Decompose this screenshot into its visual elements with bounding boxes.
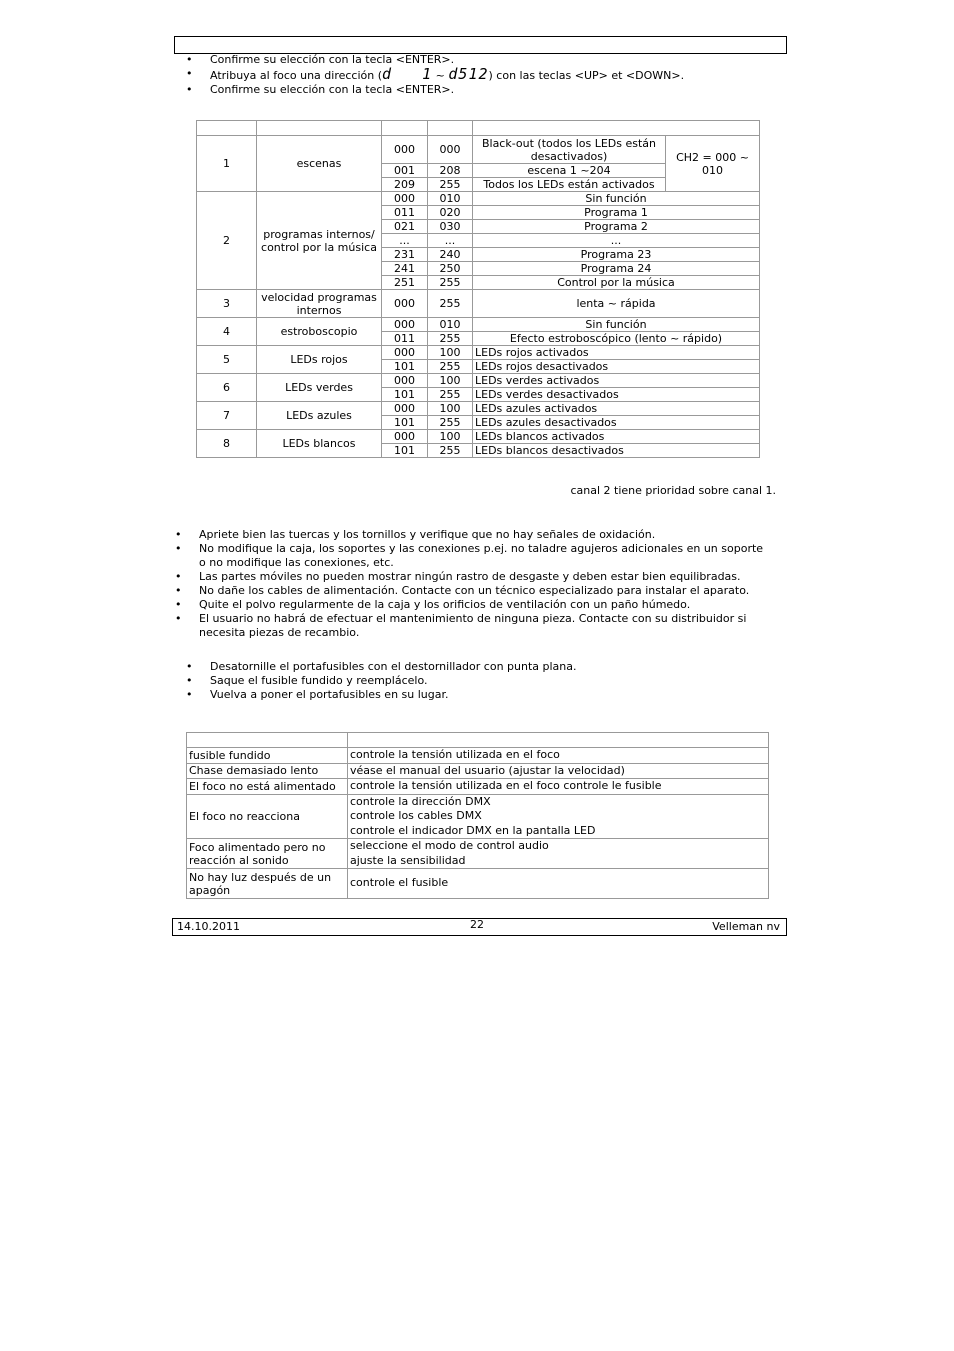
page-header-box [174,36,787,54]
table-row [187,748,769,764]
range-from-cell: 231 [382,248,428,262]
description-cell: LEDs verdes activados [473,374,760,388]
description-cell: Programa 1 [473,206,760,220]
range-to-cell: 000 [428,136,473,164]
range-from-cell: 101 [382,388,428,402]
problem-cell: No hay luz después de un apagón [187,869,348,899]
table-cell [382,121,428,136]
range-to-cell: 255 [428,178,473,192]
range-from-cell: 000 [382,402,428,416]
description-cell: LEDs rojos activados [473,346,760,360]
range-from-cell: 101 [382,360,428,374]
range-from-cell: 000 [382,374,428,388]
description-cell: escena 1 ~204 [473,164,666,178]
description-cell: ... [473,234,760,248]
solution-line: seleccione el modo de control audio [350,839,549,852]
range-to-cell: 100 [428,374,473,388]
table-row [187,763,769,779]
range-from-cell: ... [382,234,428,248]
range-to-cell: 255 [428,290,473,318]
table-cell [187,733,348,748]
list-item: • Quite el polvo regularmente de la caja y los orificios de ventilación con un paño húmedo. [175,598,765,612]
table-row [187,779,769,795]
fuse-replacement-list [186,660,776,702]
range-from-cell: 000 [382,136,428,164]
range-from-cell: 101 [382,416,428,430]
table-row [197,346,760,360]
lcd-address-start: d 1 [382,65,433,83]
table-row [187,839,769,869]
function-cell: LEDs verdes [257,374,382,402]
solution-line: ajuste la sensibilidad [350,853,466,867]
page-footer [172,918,787,936]
range-to-cell: 255 [428,332,473,346]
range-to-cell: 250 [428,262,473,276]
channel-number-cell: 3 [197,290,257,318]
solution-line: controle los cables DMX [350,809,482,822]
solution-cell [348,794,769,839]
footer-page-number: 22 [470,918,484,931]
problem-cell: Foco alimentado pero no reacción al sonido [187,839,348,869]
range-from-cell: 011 [382,206,428,220]
range-from-cell: 209 [382,178,428,192]
list-item: • El usuario no habrá de efectuar el mantenimiento de ninguna pieza. Contacte con su distribuidor si necesita piezas de recambio. [175,612,765,640]
address-steps-list [186,53,786,97]
description-cell: LEDs azules activados [473,402,760,416]
table-cell [348,733,769,748]
solution-cell [348,763,769,779]
solution-cell [348,779,769,795]
solution-cell [348,748,769,764]
range-from-cell: 000 [382,290,428,318]
solution-line: controle la tensión utilizada en el foco controle le fusible [350,779,662,792]
table-row [197,290,760,318]
channel-number-cell: 8 [197,430,257,458]
solution-line: controle la tensión utilizada en el foco [350,748,560,761]
description-cell: lenta ~ rápida [473,290,760,318]
function-cell: programas internos/ control por la música [257,192,382,290]
channel-number-cell: 4 [197,318,257,346]
range-to-cell: 255 [428,276,473,290]
list-item: • No modifique la caja, los soportes y las conexiones p.ej. no taladre agujeros adicionales en un soporte o no modifique las conexiones, etc. [175,542,765,570]
function-cell: escenas [257,136,382,192]
description-cell: Todos los LEDs están activados [473,178,666,192]
range-to-cell: 100 [428,402,473,416]
solution-line: controle la dirección DMX [350,794,491,808]
list-item: • Confirme su elección con la tecla <ENTER>. [186,53,786,67]
problem-cell: fusible fundido [187,748,348,764]
channel-number-cell: 1 [197,136,257,192]
function-cell: estroboscopio [257,318,382,346]
description-cell: Sin función [473,192,760,206]
range-from-cell: 001 [382,164,428,178]
table-cell [257,121,382,136]
channel-number-cell: 5 [197,346,257,374]
table-row [197,402,760,416]
range-from-cell: 101 [382,444,428,458]
range-from-cell: 251 [382,276,428,290]
range-to-cell: 208 [428,164,473,178]
range-from-cell: 241 [382,262,428,276]
channel-number-cell: 6 [197,374,257,402]
table-row [197,374,760,388]
function-cell: velocidad programas internos [257,290,382,318]
channel-number-cell: 2 [197,192,257,290]
table-cell [473,121,760,136]
solution-line: véase el manual del usuario (ajustar la velocidad) [350,763,625,777]
description-cell: Black-out (todos los LEDs están desactivados) [473,136,666,164]
range-from-cell: 000 [382,192,428,206]
range-to-cell: 030 [428,220,473,234]
table-row [187,869,769,899]
table-cell [197,121,257,136]
description-cell: Programa 2 [473,220,760,234]
list-item: • Vuelva a poner el portafusibles en su lugar. [186,688,776,702]
footer-date: 14.10.2011 [177,920,240,933]
solution-cell [348,869,769,899]
range-from-cell: 000 [382,346,428,360]
function-cell: LEDs rojos [257,346,382,374]
range-to-cell: 255 [428,444,473,458]
range-from-cell: 011 [382,332,428,346]
range-to-cell: 240 [428,248,473,262]
solution-line: controle el indicador DMX en la pantalla LED [350,823,596,837]
description-cell: Sin función [473,318,760,332]
troubleshooting-table [186,732,769,899]
description-cell: Programa 24 [473,262,760,276]
function-cell: LEDs azules [257,402,382,430]
list-item: • Apriete bien las tuercas y los tornillos y verifique que no hay señales de oxidación. [175,528,765,542]
function-cell: LEDs blancos [257,430,382,458]
list-item: • Las partes móviles no pueden mostrar ningún rastro de desgaste y deben estar bien equilibradas. [175,570,765,584]
list-item: • Confirme su elección con la tecla <ENTER>. [186,83,786,97]
table-header-row [187,733,769,748]
range-to-cell: 100 [428,346,473,360]
problem-cell: El foco no está alimentado [187,779,348,795]
priority-note-cell: CH2 = 000 ~ 010 [666,136,760,192]
problem-cell: El foco no reacciona [187,794,348,839]
range-to-cell: 255 [428,388,473,402]
range-to-cell: 255 [428,360,473,374]
description-cell: Control por la música [473,276,760,290]
channel-number-cell: 7 [197,402,257,430]
list-item: • No dañe los cables de alimentación. Contacte con un técnico especializado para instalar el aparato. [175,584,765,598]
description-cell: LEDs rojos desactivados [473,360,760,374]
range-to-cell: 100 [428,430,473,444]
description-cell: LEDs blancos desactivados [473,444,760,458]
dmx-footnote: canal 2 tiene prioridad sobre canal 1. [570,484,776,497]
table-row [197,430,760,444]
description-cell: LEDs verdes desactivados [473,388,760,402]
table-row [197,192,760,206]
range-from-cell: 021 [382,220,428,234]
table-cell [428,121,473,136]
range-to-cell: 020 [428,206,473,220]
range-to-cell: 010 [428,192,473,206]
table-row [197,136,760,164]
description-cell: LEDs blancos activados [473,430,760,444]
description-cell: Efecto estroboscópico (lento ~ rápido) [473,332,760,346]
solution-line: controle el fusible [350,876,449,890]
range-to-cell: 255 [428,416,473,430]
table-header-row [197,121,760,136]
range-from-cell: 000 [382,318,428,332]
lcd-address-end: d512 [448,65,489,83]
range-from-cell: 000 [382,430,428,444]
list-item: • Desatornille el portafusibles con el destornillador con punta plana. [186,660,776,674]
footer-company: Velleman nv [712,920,780,933]
table-row [187,794,769,839]
maintenance-list [175,528,765,640]
problem-cell: Chase demasiado lento [187,763,348,779]
range-to-cell: ... [428,234,473,248]
list-item: • Saque el fusible fundido y reemplácelo. [186,674,776,688]
range-to-cell: 010 [428,318,473,332]
table-row [197,318,760,332]
description-cell: Programa 23 [473,248,760,262]
dmx-channel-table [196,120,760,458]
solution-cell [348,839,769,869]
description-cell: LEDs azules desactivados [473,416,760,430]
list-item: • Atribuya al foco una dirección (d 1 ~ d512) con las teclas <UP> et <DOWN>. [186,67,786,83]
